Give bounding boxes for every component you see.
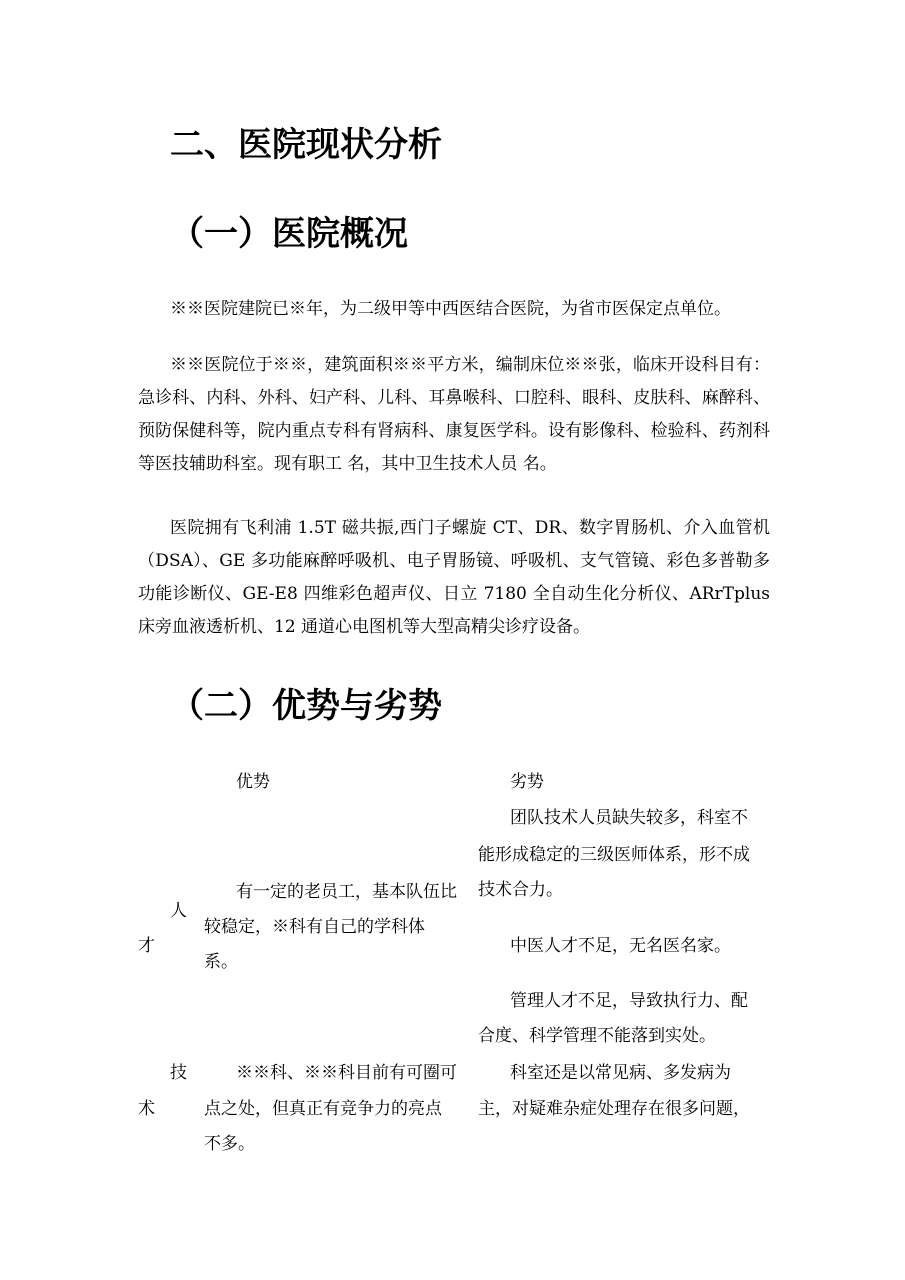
disadvantage-text: 团队技术人员缺失较多，科室不	[510, 808, 748, 828]
advantage-text: 系。	[204, 952, 238, 972]
advantage-text: 较稳定，※科有自己的学科体	[204, 917, 425, 937]
disadvantage-text: 科室还是以常见病、多发病为	[510, 1063, 731, 1083]
advantage-text: 不多。	[204, 1134, 255, 1154]
equipment-paragraph: 医院拥有飞利浦 1.5T 磁共振,西门子螺旋 CT、DR、数字胃肠机、介入血管机（DSA）、GE 多功能麻醉呼吸机、电子胃肠镜、呼吸机、支气管镜、彩色多普勒多功能诊断仪、GE-E8 四维彩色超声仪、日立 7180 全自动生化分析仪、ARrTplus 床旁血液透析机、12 通道心电图机等大型高精尖诊疗设备。	[138, 518, 770, 637]
section-heading-overview: （一）医院概况	[170, 214, 408, 254]
column-header-advantage: 优势	[236, 772, 270, 792]
disadvantage-text: 技术合力。	[478, 880, 563, 900]
category-label: 才	[138, 936, 155, 956]
category-label: 术	[138, 1099, 155, 1119]
overview-paragraph: ※※医院位于※※，建筑面积※※平方米，编制床位※※张，临床开设科目有：急诊科、内科、外科、妇产科、儿科、耳鼻喉科、口腔科、眼科、皮肤科、麻醉科、预防保健科等，院内重点专科有肾病科、康复医学科。设有影像科、检验科、药剂科等医技辅助科室。现有职工 名，其中卫生技术人员 名。	[138, 355, 770, 474]
disadvantage-text: 管理人才不足，导致执行力、配	[510, 991, 748, 1011]
overview-paragraph: ※※医院建院已※年，为二级甲等中西医结合医院，为省市医保定点单位。	[170, 299, 731, 319]
advantage-text: ※※科、※※科目前有可圈可	[236, 1063, 457, 1083]
disadvantage-text: 中医人才不足，无名医名家。	[510, 936, 731, 956]
section-heading-swot: （二）优势与劣势	[170, 686, 442, 726]
category-label: 技	[170, 1063, 187, 1083]
disadvantage-text: 合度、科学管理不能落到实处。	[478, 1026, 716, 1046]
column-header-disadvantage: 劣势	[510, 772, 544, 792]
category-label: 人	[170, 901, 187, 921]
advantage-text: 点之处，但真正有竞争力的亮点	[204, 1099, 442, 1119]
disadvantage-text: 能形成稳定的三级医师体系，形不成	[478, 845, 750, 865]
advantage-text: 有一定的老员工，基本队伍比	[236, 882, 457, 902]
disadvantage-text: 主，对疑难杂症处理存在很多问题，	[478, 1099, 750, 1119]
page-title: 二、医院现状分析	[170, 125, 442, 165]
